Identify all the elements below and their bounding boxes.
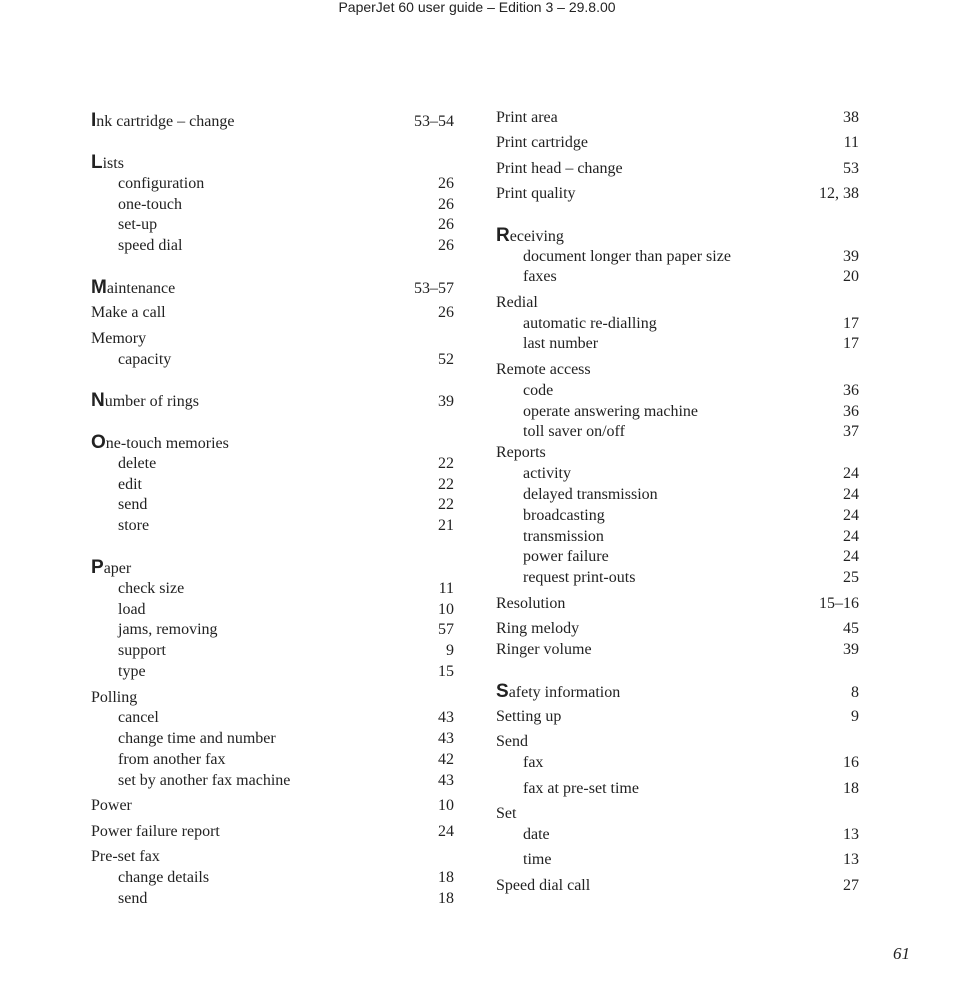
index-subentry (91, 174, 454, 194)
section-initial: R (496, 225, 510, 246)
entry-term: jams, removing (118, 621, 218, 638)
index-subentry (91, 889, 454, 909)
index-entry (91, 153, 454, 173)
entry-page: 45 (843, 620, 859, 637)
entry-term (91, 278, 175, 299)
entry-page: 24 (843, 548, 859, 565)
index-entry (496, 682, 859, 702)
entry-page: 22 (438, 496, 454, 513)
entry-term: type (118, 663, 146, 680)
index-entry (91, 391, 454, 411)
entry-page: 17 (843, 315, 859, 332)
index-subentry (496, 464, 859, 484)
index-subentry (91, 350, 454, 370)
entry-term: Reports (496, 444, 546, 461)
entry-page: 18 (843, 780, 859, 797)
index-subentry (496, 485, 859, 505)
index-subentry (91, 662, 454, 682)
entry-page: 53–57 (414, 280, 454, 297)
entry-page: 17 (843, 335, 859, 352)
entry-page: 36 (843, 382, 859, 399)
entry-term-rest: ists (102, 155, 124, 172)
index-subentry (91, 236, 454, 256)
index-entry (91, 433, 454, 453)
index-subentry (496, 402, 859, 422)
index-subentry (91, 495, 454, 515)
index-subentry (91, 620, 454, 640)
entry-term: cancel (118, 709, 159, 726)
index-subentry (91, 215, 454, 235)
entry-term: Speed dial call (496, 877, 591, 894)
entry-page: 26 (438, 216, 454, 233)
index-subentry (91, 771, 454, 791)
entry-term: from another fax (118, 751, 226, 768)
index-entry (496, 108, 859, 128)
index-subentry (496, 381, 859, 401)
entry-page: 26 (438, 196, 454, 213)
entry-term: Print area (496, 109, 558, 126)
index-subentry (91, 475, 454, 495)
entry-page: 26 (438, 237, 454, 254)
index-subentry (496, 547, 859, 567)
entry-page: 53 (843, 160, 859, 177)
index-entry (496, 159, 859, 179)
section-initial: I (91, 110, 97, 131)
entry-page: 18 (438, 869, 454, 886)
index-entry (91, 558, 454, 578)
index-subentry (496, 267, 859, 287)
entry-term: document longer than paper size (523, 248, 731, 265)
index-entry (496, 133, 859, 153)
entry-term: Make a call (91, 304, 166, 321)
entry-term: Pre-set fax (91, 848, 160, 865)
page-header: PaperJet 60 user guide – Edition 3 – 29.8.00 (338, 0, 616, 15)
index-subentry (496, 825, 859, 845)
entry-term-rest: aintenance (106, 280, 176, 297)
entry-term (91, 111, 234, 132)
entry-page: 13 (843, 826, 859, 843)
entry-term: operate answering machine (523, 403, 699, 420)
index-entry (496, 707, 859, 727)
entry-term: fax at pre-set time (523, 780, 639, 797)
index-entry (496, 184, 859, 204)
index-subentry (496, 247, 859, 267)
entry-page: 11 (843, 134, 859, 151)
entry-term: send (118, 496, 148, 513)
entry-term: delete (118, 455, 157, 472)
entry-page: 24 (843, 507, 859, 524)
index-entry (91, 329, 454, 349)
index-entry (91, 822, 454, 842)
entry-term (496, 226, 564, 247)
entry-page: 24 (438, 823, 454, 840)
entry-term: Power (91, 797, 132, 814)
index-entry (91, 111, 454, 131)
entry-term: code (523, 382, 554, 399)
index-entry (91, 688, 454, 708)
entry-term-rest: umber of rings (104, 393, 199, 410)
entry-term: activity (523, 465, 571, 482)
entry-page: 15–16 (819, 595, 859, 612)
entry-term: one-touch (118, 196, 182, 213)
entry-page: 38 (843, 109, 859, 126)
entry-term: capacity (118, 351, 172, 368)
entry-term: request print-outs (523, 569, 636, 586)
entry-page: 24 (843, 486, 859, 503)
entry-term (91, 391, 199, 412)
index-subentry (496, 527, 859, 547)
index-subentry (496, 753, 859, 773)
index-subentry (91, 579, 454, 599)
index-subentry (91, 454, 454, 474)
index-entry (91, 847, 454, 867)
entry-term: Send (496, 733, 528, 750)
entry-term: change time and number (118, 730, 276, 747)
entry-term (91, 558, 131, 579)
entry-page: 11 (438, 580, 454, 597)
index-subentry (91, 750, 454, 770)
entry-term: store (118, 517, 150, 534)
entry-page: 22 (438, 455, 454, 472)
index-entry (496, 804, 859, 824)
entry-term: last number (523, 335, 599, 352)
entry-page: 16 (843, 754, 859, 771)
index-entry (496, 443, 859, 463)
entry-term-rest: aper (103, 560, 132, 577)
entry-page: 22 (438, 476, 454, 493)
entry-page: 27 (843, 877, 859, 894)
entry-term: support (118, 642, 166, 659)
entry-page: 24 (843, 528, 859, 545)
entry-page: 9 (446, 642, 454, 659)
entry-page: 39 (438, 393, 454, 410)
entry-term: Ring melody (496, 620, 580, 637)
index-subentry (496, 422, 859, 442)
entry-page: 39 (843, 641, 859, 658)
entry-term: load (118, 601, 146, 618)
entry-page: 57 (438, 621, 454, 638)
entry-page: 39 (843, 248, 859, 265)
index-entry (496, 640, 859, 660)
entry-term: Power failure report (91, 823, 220, 840)
entry-page: 43 (438, 730, 454, 747)
index-subentry (496, 506, 859, 526)
entry-term: broadcasting (523, 507, 605, 524)
entry-term: Setting up (496, 708, 562, 725)
entry-page: 18 (438, 890, 454, 907)
entry-term: Remote access (496, 361, 591, 378)
entry-term (91, 153, 124, 174)
section-initial: S (496, 681, 509, 702)
entry-term: check size (118, 580, 185, 597)
entry-page: 26 (438, 304, 454, 321)
entry-term: toll saver on/off (523, 423, 625, 440)
index-entry (496, 226, 859, 246)
section-initial: N (91, 390, 105, 411)
entry-page: 43 (438, 772, 454, 789)
entry-term-rest: afety information (508, 684, 621, 701)
index-entry (496, 876, 859, 896)
index-entry (91, 278, 454, 298)
section-initial: M (91, 277, 107, 298)
index-subentry (496, 779, 859, 799)
entry-term: change details (118, 869, 210, 886)
section-initial: P (91, 557, 104, 578)
entry-page: 42 (438, 751, 454, 768)
entry-term: Redial (496, 294, 538, 311)
entry-term-rest: ne-touch memories (105, 435, 229, 452)
page-number: 61 (893, 944, 910, 963)
entry-term: date (523, 826, 550, 843)
entry-term: Polling (91, 689, 138, 706)
entry-term-rest: nk cartridge – change (96, 113, 235, 130)
entry-term: delayed transmission (523, 486, 658, 503)
entry-page: 10 (438, 797, 454, 814)
index-entry (496, 732, 859, 752)
entry-term (91, 433, 229, 454)
index-subentry (91, 516, 454, 536)
entry-term (496, 682, 620, 703)
entry-term: Print quality (496, 185, 576, 202)
entry-term: automatic re-dialling (523, 315, 657, 332)
entry-term: set by another fax machine (118, 772, 291, 789)
entry-page: 20 (843, 268, 859, 285)
entry-page: 12, 38 (819, 185, 859, 202)
entry-term: Ringer volume (496, 641, 592, 658)
index-entry (91, 796, 454, 816)
index-subentry (91, 195, 454, 215)
entry-term-rest: eceiving (509, 228, 564, 245)
index-subentry (496, 334, 859, 354)
index-subentry (91, 600, 454, 620)
entry-page: 24 (843, 465, 859, 482)
index-entry (91, 303, 454, 323)
entry-term: Resolution (496, 595, 566, 612)
entry-term: fax (523, 754, 544, 771)
entry-page: 15 (438, 663, 454, 680)
index-entry (496, 619, 859, 639)
entry-page: 53–54 (414, 113, 454, 130)
entry-term: speed dial (118, 237, 183, 254)
entry-page: 26 (438, 175, 454, 192)
index-subentry (496, 314, 859, 334)
index-entry (496, 293, 859, 313)
entry-term: configuration (118, 175, 205, 192)
entry-page: 10 (438, 601, 454, 618)
entry-term: send (118, 890, 148, 907)
entry-term: transmission (523, 528, 604, 545)
index-subentry (91, 729, 454, 749)
entry-page: 52 (438, 351, 454, 368)
entry-term: Memory (91, 330, 147, 347)
section-initial: L (91, 152, 103, 173)
entry-page: 25 (843, 569, 859, 586)
entry-page: 9 (851, 708, 859, 725)
index-subentry (496, 568, 859, 588)
index-subentry (91, 868, 454, 888)
entry-term: Print head – change (496, 160, 623, 177)
section-initial: O (91, 432, 106, 453)
entry-term: power failure (523, 548, 609, 565)
index-subentry (91, 708, 454, 728)
entry-term: Print cartridge (496, 134, 588, 151)
entry-term: set-up (118, 216, 158, 233)
entry-term: faxes (523, 268, 557, 285)
entry-term: Set (496, 805, 517, 822)
entry-page: 37 (843, 423, 859, 440)
entry-term: edit (118, 476, 142, 493)
index-subentry (496, 850, 859, 870)
entry-page: 8 (851, 684, 859, 701)
entry-page: 43 (438, 709, 454, 726)
index-entry (496, 594, 859, 614)
entry-page: 36 (843, 403, 859, 420)
index-entry (496, 360, 859, 380)
entry-term: time (523, 851, 552, 868)
entry-page: 13 (843, 851, 859, 868)
entry-page: 21 (438, 517, 454, 534)
index-subentry (91, 641, 454, 661)
